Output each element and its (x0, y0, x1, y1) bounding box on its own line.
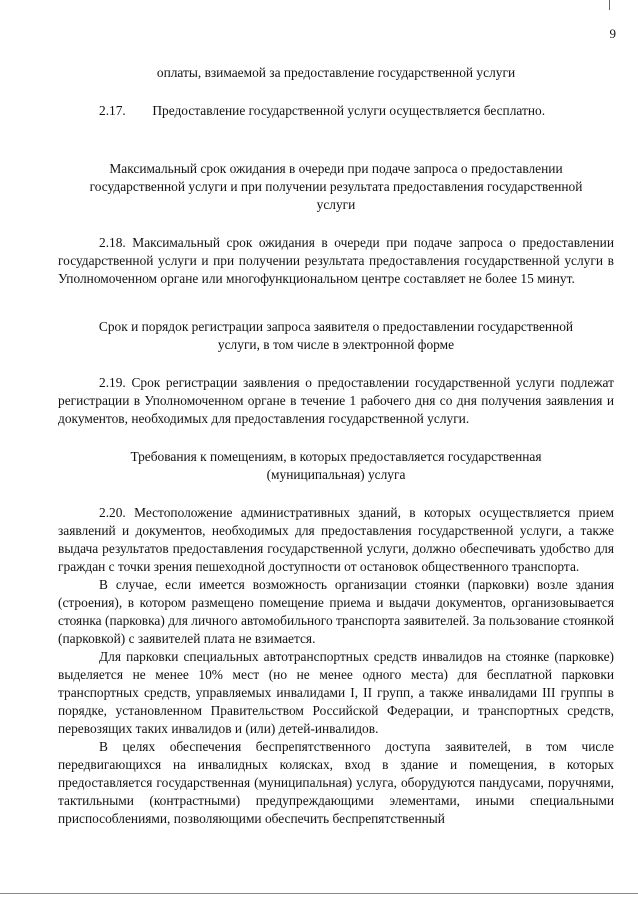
section-2-20-paragraph-3: Для парковки специальных автотранспортных средств инвалидов на стоянке (парковке) выделяется не менее 10% мест (но не менее одного места) для бесплатной парковки транспортных средств, управляемых инвалидами I, II групп, а также инвалидами III группы в порядке, установленном Правительством Российской Федерации, и транспортных средств, перевозящих таких инвалидов и (или) детей-инвалидов. (58, 649, 614, 736)
section-2-20-paragraph-4: В целях обеспечения беспрепятственного доступа заявителей, в том числе передвигающихся на инвалидных колясках, вход в здание и помещения, в которых предоставляется государственная (муниципальная) услуга, оборудуются пандусами, поручнями, тактильными (контрастными) предупреждающими элементами, иными специальными приспособлениями, позволяющими обеспечить беспрепятственный (58, 739, 614, 826)
section-2-19: 2.19. Срок регистрации заявления о предоставлении государственной услуги подлежат регистрации в Уполномоченном органе в течение 1 рабочего дня со дня получения заявления и документов, необходимых для предоставления государственной услуги. (58, 375, 614, 426)
section-2-18: 2.18. Максимальный срок ожидания в очереди при подаче запроса о предоставлении государственной услуги и при получении результата предоставления государственной услуги в Уполномоченном органе или многофункциональном центре составляет не более 15 минут. (58, 235, 614, 286)
section-2-17 (58, 102, 614, 120)
section-2-20-paragraph-2: В случае, если имеется возможность организации стоянки (парковки) возле здания (строения), в котором размещено помещение приема и выдачи документов, организовывается стоянка (парковка) для личного автомобильного транспорта заявителей. За пользование стоянкой (парковкой) с заявителей плата не взимается. (58, 577, 614, 646)
section-2-17-number: 2.17. (99, 103, 126, 118)
page-number: 9 (609, 26, 616, 41)
heading-wait-time: Максимальный срок ожидания в очереди при подаче запроса о предоставлении государственной услуги и при получении результата предоставления государственной услуги (89, 161, 583, 212)
heading-registration: Срок и порядок регистрации запроса заявителя о предоставлении государственной услуги, в том числе в электронной форме (98, 319, 574, 352)
heading-fee: оплаты, взимаемой за предоставление государственной услуги (156, 65, 516, 80)
scan-mark (609, 0, 610, 10)
document-body (58, 64, 614, 828)
heading-premises: Требования к помещениям, в которых предоставляется государственная (муниципальная) услуга (130, 449, 542, 482)
page-bottom-edge (0, 893, 638, 894)
section-2-17-text: Предоставление государственной услуги осуществляется бесплатно. (152, 103, 546, 118)
section-2-20-paragraph-1: 2.20. Местоположение административных зданий, в которых осуществляется прием заявлений и документов, необходимых для предоставления государственной услуги, а также выдача результатов предоставления государственной услуги, должно обеспечивать удобство для граждан с точки зрения пешеходной доступности от остановок общественного транспорта. (58, 505, 614, 574)
